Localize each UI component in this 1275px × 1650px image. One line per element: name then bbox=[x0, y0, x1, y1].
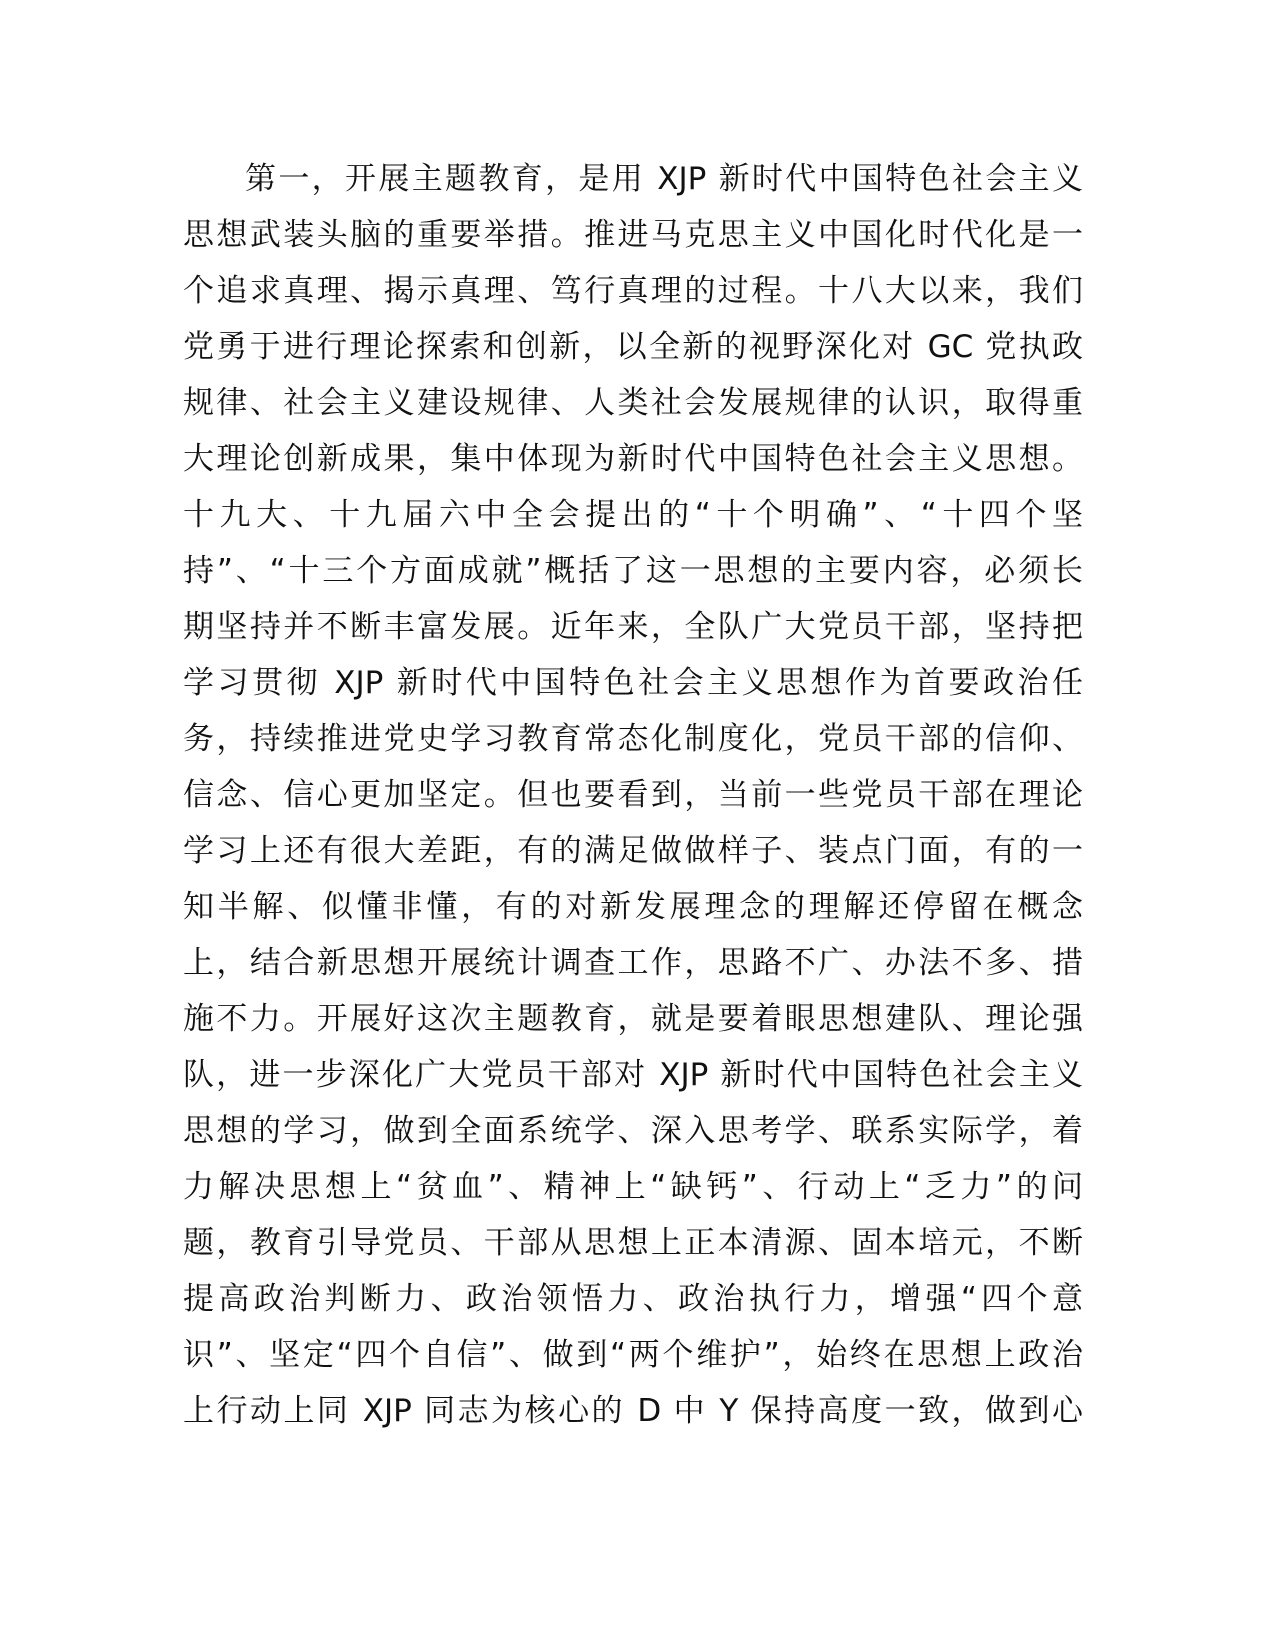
text-line: 规律、社会主义建设规律、人类社会发展规律的认识，取得重 bbox=[183, 385, 1083, 421]
text-line: 上，结合新思想开展统计调查工作，思路不广、办法不多、措 bbox=[183, 945, 1083, 981]
text-line: 思想武装头脑的重要举措。推进马克思主义中国化时代化是一 bbox=[183, 217, 1083, 253]
text-line: 第一，开展主题教育，是用 XJP 新时代中国特色社会主义 bbox=[245, 161, 1083, 197]
text-line: 党勇于进行理论探索和创新，以全新的视野深化对 GC 党执政 bbox=[183, 329, 1083, 365]
text-line: 提高政治判断力、政治领悟力、政治执行力，增强“四个意 bbox=[183, 1281, 1083, 1317]
text-line: 思想的学习，做到全面系统学、深入思考学、联系实际学，着 bbox=[183, 1113, 1083, 1149]
text-line: 信念、信心更加坚定。但也要看到，当前一些党员干部在理论 bbox=[183, 777, 1083, 813]
text-line: 上行动上同 XJP 同志为核心的 D 中 Y 保持高度一致，做到心 bbox=[183, 1393, 1083, 1429]
text-line: 力解决思想上“贫血”、精神上“缺钙”、行动上“乏力”的问 bbox=[183, 1169, 1083, 1205]
text-line: 识”、坚定“四个自信”、做到“两个维护”，始终在思想上政治 bbox=[183, 1337, 1083, 1373]
text-line: 务，持续推进党史学习教育常态化制度化，党员干部的信仰、 bbox=[183, 721, 1083, 757]
text-line: 大理论创新成果，集中体现为新时代中国特色社会主义思想。 bbox=[183, 441, 1083, 477]
text-line: 题，教育引导党员、干部从思想上正本清源、固本培元，不断 bbox=[183, 1225, 1083, 1261]
text-line: 学习贯彻 XJP 新时代中国特色社会主义思想作为首要政治任 bbox=[183, 665, 1083, 701]
text-line: 期坚持并不断丰富发展。近年来，全队广大党员干部，坚持把 bbox=[183, 609, 1083, 645]
text-line: 队，进一步深化广大党员干部对 XJP 新时代中国特色社会主义 bbox=[183, 1057, 1083, 1093]
text-line: 持”、“十三个方面成就”概括了这一思想的主要内容，必须长 bbox=[183, 553, 1083, 589]
text-line: 十九大、十九届六中全会提出的“十个明确”、“十四个坚 bbox=[183, 497, 1083, 533]
text-line: 施不力。开展好这次主题教育，就是要着眼思想建队、理论强 bbox=[183, 1001, 1083, 1037]
text-line: 知半解、似懂非懂，有的对新发展理念的理解还停留在概念 bbox=[183, 889, 1083, 925]
text-line: 学习上还有很大差距，有的满足做做样子、装点门面，有的一 bbox=[183, 833, 1083, 869]
text-line: 个追求真理、揭示真理、笃行真理的过程。十八大以来，我们 bbox=[183, 273, 1083, 309]
body-paragraph bbox=[183, 151, 1083, 1439]
